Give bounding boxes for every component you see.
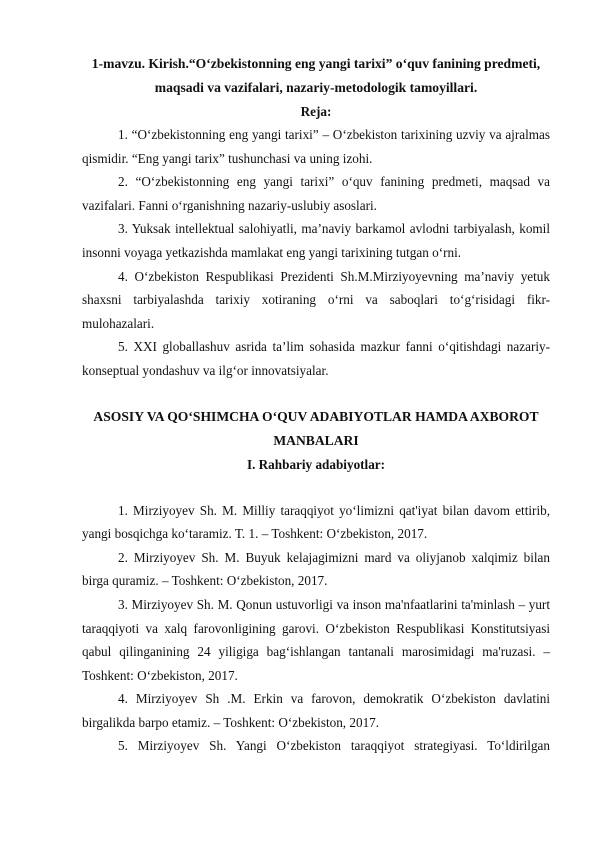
section-spacer bbox=[82, 383, 550, 405]
document-title: 1-mavzu. Kirish.“O‘zbekistonning eng yangi tarixi” o‘quv fanining predmeti, maqsadi va vazifalari, nazariy-metodologik tamoyillari. bbox=[91, 56, 541, 95]
plan-label: Reja: bbox=[300, 104, 332, 119]
plan-item-3: 3. Yuksak intellektual salohiyatli, ma’naviy barkamol avlodni tarbiyalash, komil insonni voyaga yetkazishda mamlakat eng yangi tarixining tutgan o‘rni. bbox=[82, 221, 550, 260]
section-spacer bbox=[82, 477, 550, 499]
literature-item-5: 5. Mirziyoyev Sh. Yangi O‘zbekiston taraqqiyot strategiyasi. To‘ldirilgan bbox=[118, 738, 550, 754]
plan-item-2: 2. “O‘zbekistonning eng yangi tarixi” o‘quv fanining predmeti, maqsad va vazifalari. Fanni o‘rganishning nazariy-uslubiy asoslari. bbox=[82, 174, 550, 213]
literature-item-2: 2. Mirziyoyev Sh. M. Buyuk kelajagimizni mard va oliyjanob xalqimiz bilan birga quramiz. – Toshkent: O‘zbekiston, 2017. bbox=[82, 549, 550, 589]
literature-heading: ASOSIY VA QO‘SHIMCHA O‘QUV ADABIYOTLAR HAMDA AXBOROT MANBALARI bbox=[93, 408, 539, 448]
plan-item-1: 1. “O‘zbekistonning eng yangi tarixi” – O‘zbekiston tarixining uzviy va ajralmas qismidir. “Eng yangi tarix” tushunchasi va uning izohi. bbox=[82, 127, 550, 166]
document-page bbox=[82, 52, 550, 758]
plan-item-5: 5. XXI globallashuv asrida ta’lim sohasida mazkur fanni o‘qitishdagi nazariy-konseptual yondashuv va ilg‘or innovatsiyalar. bbox=[82, 339, 550, 378]
literature-item-4: 4. Mirziyoyev Sh .M. Erkin va farovon, demokratik O‘zbekiston davlatini birgalikda barpo etamiz. – Toshkent: O‘zbekiston, 2017. bbox=[82, 691, 550, 730]
plan-item-4: 4. O‘zbekiston Respublikasi Prezidenti Sh.M.Mirziyoyevning ma’naviy yetuk shaxsni tarbiyalashda tarixiy xotiraning o‘rni va saboqlari to‘g‘risidagi fikr-mulohazalari. bbox=[82, 268, 550, 331]
literature-item-3: 3. Mirziyoyev Sh. M. Qonun ustuvorligi va inson ma'nfaatlarini ta'minlash – yurt taraqqiyoti va xalq farovonligining garovi. O‘zbekiston Respublikasi Konstitutsiyasi qabul qilinganining 24 yiligiga bag‘ishlangan tantanali marosimidagi ma'ruzasi. – Toshkent: O‘zbekiston, 2017. bbox=[82, 596, 550, 683]
literature-subheading: I. Rahbariy adabiyotlar: bbox=[246, 456, 386, 472]
literature-item-1: 1. Mirziyoyev Sh. M. Milliy taraqqiyot yo‘limizni qat'iyat bilan davom ettirib, yangi bosqichga ko‘taramiz. T. 1. – Toshkent: O‘zbekiston, 2017. bbox=[82, 502, 550, 542]
